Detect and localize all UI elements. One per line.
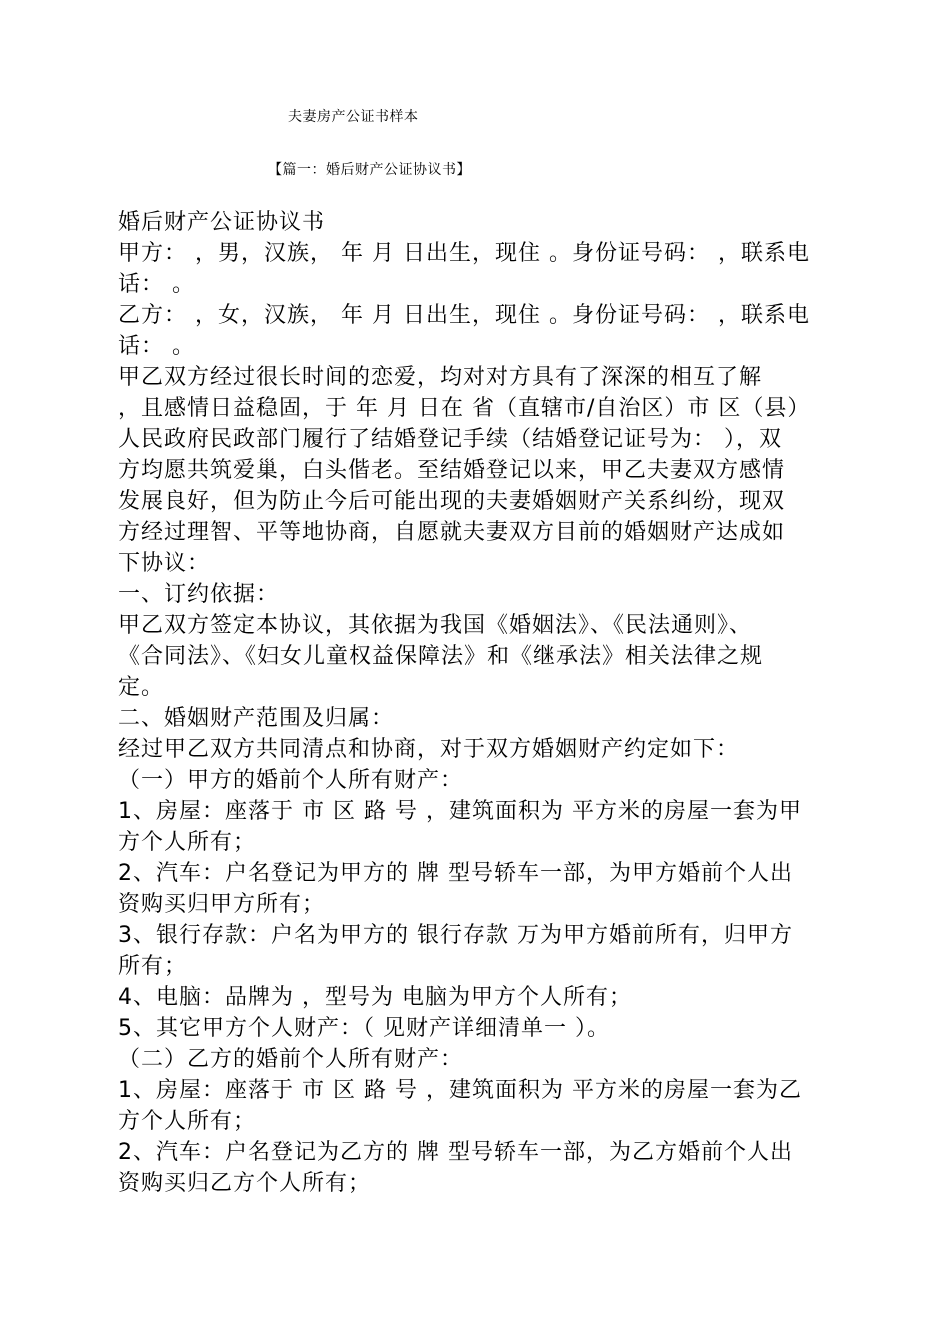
text-line: 2、汽车：户名登记为乙方的 牌 型号轿车一部，为乙方婚前个人出 xyxy=(118,1140,793,1165)
text-line: 4、电脑：品牌为 ，型号为 电脑为甲方个人所有； xyxy=(118,985,632,1010)
text-line: 1、房屋：座落于 市 区 路 号 ，建筑面积为 平方米的房屋一套为甲 xyxy=(118,799,802,824)
text-line: 资购买归甲方所有； xyxy=(118,892,326,917)
text-line: 发展良好，但为防止今后可能出现的夫妻婚姻财产关系纠纷，现双 xyxy=(118,489,786,514)
text-line: 3、银行存款：户名为甲方的 银行存款 万为甲方婚前所有，归甲方 xyxy=(118,923,793,948)
text-line: 下协议： xyxy=(118,551,211,576)
text-line: 1、房屋：座落于 市 区 路 号 ，建筑面积为 平方米的房屋一套为乙 xyxy=(118,1078,802,1103)
text-line: 资购买归乙方个人所有； xyxy=(118,1171,372,1196)
text-line: 方均愿共筑爱巢，白头偕老。至结婚登记以来，甲乙夫妻双方感情 xyxy=(118,458,786,483)
document-subtitle: 【篇一：婚后财产公证协议书】 xyxy=(268,162,471,178)
text-line: 2、汽车：户名登记为甲方的 牌 型号轿车一部，为甲方婚前个人出 xyxy=(118,861,793,886)
text-line: 定。 xyxy=(118,675,165,700)
text-line: 方经过理智、平等地协商，自愿就夫妻双方目前的婚姻财产达成如 xyxy=(118,520,786,545)
document-body xyxy=(118,207,838,1199)
text-line: 所有； xyxy=(118,954,188,979)
text-line: 人民政府民政部门履行了结婚登记手续（结婚登记证号为： ），双 xyxy=(118,427,782,452)
text-line: 甲乙双方经过很长时间的恋爱，均对对方具有了深深的相互了解 xyxy=(118,365,763,390)
text-line: 经过甲乙双方共同清点和协商，对于双方婚姻财产约定如下： xyxy=(118,737,740,762)
text-line: 二、婚姻财产范围及归属： xyxy=(118,706,395,731)
text-line: （一）甲方的婚前个人所有财产： xyxy=(118,768,464,793)
text-line: 5、其它甲方个人财产：（ 见财产详细清单一 ）。 xyxy=(118,1016,610,1041)
text-line: 乙方： ，女，汉族， 年 月 日出生，现住 。身份证号码： ，联系电 xyxy=(118,303,810,328)
text-line: 话： 。 xyxy=(118,272,195,297)
text-line: 甲乙双方签定本协议，其依据为我国《婚姻法》、《民法通则》、 xyxy=(118,613,753,638)
text-line: 一、订约依据： xyxy=(118,582,280,607)
text-line: ，且感情日益稳固，于 年 月 日在 省（直辖市/自治区）市 区（县） xyxy=(118,396,811,421)
text-line: 《合同法》、《妇女儿童权益保障法》和《继承法》相关法律之规 xyxy=(118,644,764,669)
document-title: 夫妻房产公证书样本 xyxy=(288,109,419,125)
text-line: 方个人所有； xyxy=(118,1109,257,1134)
text-line: 话： 。 xyxy=(118,334,195,359)
text-line: 婚后财产公证协议书 xyxy=(118,210,326,235)
text-line: （二）乙方的婚前个人所有财产： xyxy=(118,1047,464,1072)
text-line: 方个人所有； xyxy=(118,830,257,855)
text-line: 甲方： ，男，汉族， 年 月 日出生，现住 。身份证号码： ，联系电 xyxy=(118,241,810,266)
